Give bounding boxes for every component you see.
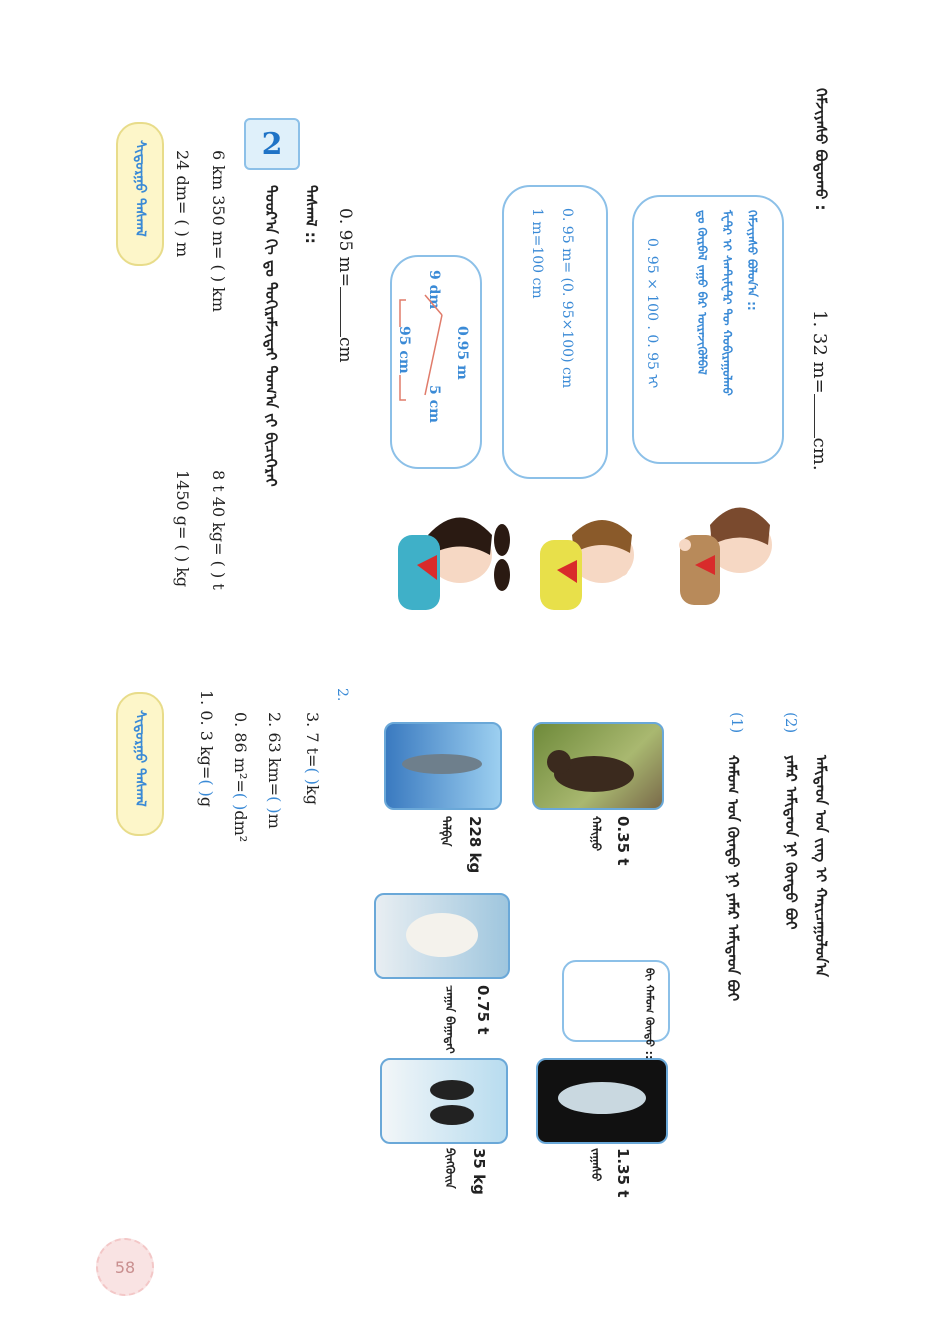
speech-bubble-2 — [502, 185, 608, 479]
weight-penguins: 35 kg — [470, 1148, 488, 1195]
decomp-part1: 9 dm — [426, 270, 442, 310]
prompt-mongolian: ᠬᠡᠮᠵᠢᠶᠡᠰᠦ ᠪᠣᠳᠣᠬᠤ : — [812, 88, 830, 211]
decomp-part2: 5 cm — [426, 385, 442, 423]
penguin-icon — [382, 1060, 506, 1142]
weight-dolphin: 228 kg — [466, 816, 484, 874]
decomp-total: 0.95 m — [454, 326, 470, 380]
girl-illustration-1 — [670, 495, 780, 630]
q1-number: (1) — [728, 712, 746, 734]
q1-text: ᠬᠠᠮᠤᠭ ᠤᠨ ᠬᠦᠨᠳᠦ ᠨᠢ ᠶᠠᠮᠠᠷ ᠠᠮᠢᠲᠠᠳ ᠪᠤᠢ — [724, 755, 742, 1002]
weight-whale: 1.35 t — [614, 1148, 632, 1198]
name-polar-bear: ᠴᠠᠭᠠᠨ ᠪᠠᠭᠠᠳᠠᠢ — [443, 985, 457, 1054]
conversion-4[interactable]: 1. 0. 3 kg=( )g — [197, 690, 216, 808]
weight-otter: 0.35 t — [614, 816, 632, 866]
exercise-q2[interactable]: 8 t 40 kg= ( ) t — [209, 470, 228, 590]
name-otter: ᠬᠠᠯᠢᠭᠤ — [589, 816, 603, 852]
whale-icon — [538, 1060, 666, 1142]
name-penguins: ᠫᠢᠩᠭᠦᠢᠨ — [443, 1148, 457, 1189]
prompt-equation: 1. 32 m=cm. — [809, 310, 830, 471]
bubble2-line2: 1 m=100 cm — [529, 208, 545, 299]
decomp-lines — [390, 255, 478, 465]
photo-dolphin — [384, 722, 502, 810]
otter-icon — [534, 724, 662, 808]
answer-equation: 0. 95 m=cm — [335, 208, 355, 363]
conversion-1[interactable]: 3. 7 t=( )kg — [303, 712, 322, 805]
name-whale: ᠵᠠᠭᠠᠰᠤ — [589, 1148, 603, 1182]
q2-number: (2) — [782, 712, 800, 734]
dolphin-icon — [386, 724, 500, 808]
girl-illustration-2 — [392, 500, 512, 620]
whale-speech-text: ᠪᠢ ᠬᠠᠮᠤᠭ ᠬᠦᠨᠳᠦ :: — [643, 968, 656, 1060]
practice-tag-right-label: ᠰᠢᠳᠤᠷᠭᠤ ᠳᠠᠰᠬᠠᠯ — [132, 710, 148, 807]
page-number: 58 — [96, 1238, 154, 1296]
boy-illustration — [532, 505, 642, 620]
section-2-number: 2. — [334, 688, 350, 702]
conversion-2[interactable]: 2. 63 km=( )m — [265, 712, 284, 829]
exercise-q4[interactable]: 1450 g= ( ) kg — [173, 470, 192, 588]
exercise-badge: 2 — [244, 118, 300, 170]
bubble1-line1: ᠬᠡᠮᠵᠢᠶᠡᠰᠦ ᠪᠣᠯᠤᠨ᠎ᠠ :: — [745, 210, 759, 311]
exercise-q1[interactable]: 6 km 350 m= ( ) km — [209, 150, 228, 313]
bubble1-line4: 0. 95 × 100 . 0. 95 ᠢ — [644, 238, 660, 389]
photo-whale — [536, 1058, 668, 1144]
prompt-answer-blank[interactable] — [814, 394, 815, 438]
weight-polar-bear: 0.75 t — [474, 985, 492, 1035]
bubble1-line3: ᠳᠤ ᠬᠦᠷᠪᠡᠯ ᠵᠠᠭᠤ ᠪᠠᠷ ᠦᠷᠡᠵᠢᠭᠦᠯᠪᠡᠯ — [695, 210, 709, 375]
photo-otter — [532, 722, 664, 810]
exercise-instruction: ᠳᠣᠤᠷ᠎ᠠ ᠬᠢ ᠳᠤ ᠲᠣᠬᠢᠷᠠᠮᠵᠢᠲᠠᠢ ᠲᠣᠭ᠎ᠠ ᠵᠢ ᠪᠢᠴᠢᠭᠡᠷᠡᠢ — [262, 185, 280, 487]
name-dolphin: ᠳᠡᠯᠹᠢᠨ — [439, 816, 453, 847]
polar-bear-icon — [376, 895, 508, 977]
decomp-result: 95 cm — [396, 326, 412, 374]
photo-penguins — [380, 1058, 508, 1144]
exercise-q3[interactable]: 24 dm= ( ) m — [173, 150, 192, 258]
conversion-3[interactable]: 0. 86 m²=( )dm² — [231, 712, 250, 843]
bubble1-line2: ᠮᠧᠲ᠋ᠷ ᠢ ᠰᠠᠨᠲ᠋ᠢᠮᠧᠲ᠋ᠷ ᠲᠦ ᠬᠤᠪᠢᠷᠠᠭᠤᠯᠬᠤ — [720, 210, 734, 396]
q2-text: ᠶᠠᠮᠠᠷ ᠠᠮᠢᠲᠠᠳ ᠨᠢ ᠬᠦᠨᠳᠦ ᠪᠤᠢ — [782, 755, 800, 930]
exercise-title: ᠳᠠᠰᠬᠠᠯ :: — [302, 185, 320, 244]
bubble2-line1: 0. 95 m= (0. 95×100) cm — [559, 208, 575, 389]
intro-text: ᠠᠮᠢᠲᠠᠳ ᠤᠨ ᠵᠢᠩ ᠢ ᠬᠠᠷᠢᠴᠠᠭᠤᠯᠤᠨ᠎ᠠ — [812, 755, 830, 977]
practice-tag-left-label: ᠰᠢᠳᠤᠷᠭᠤ ᠳᠠᠰᠬᠠᠯ — [132, 140, 148, 237]
answer-blank[interactable] — [340, 287, 341, 337]
photo-polar-bear — [374, 893, 510, 979]
